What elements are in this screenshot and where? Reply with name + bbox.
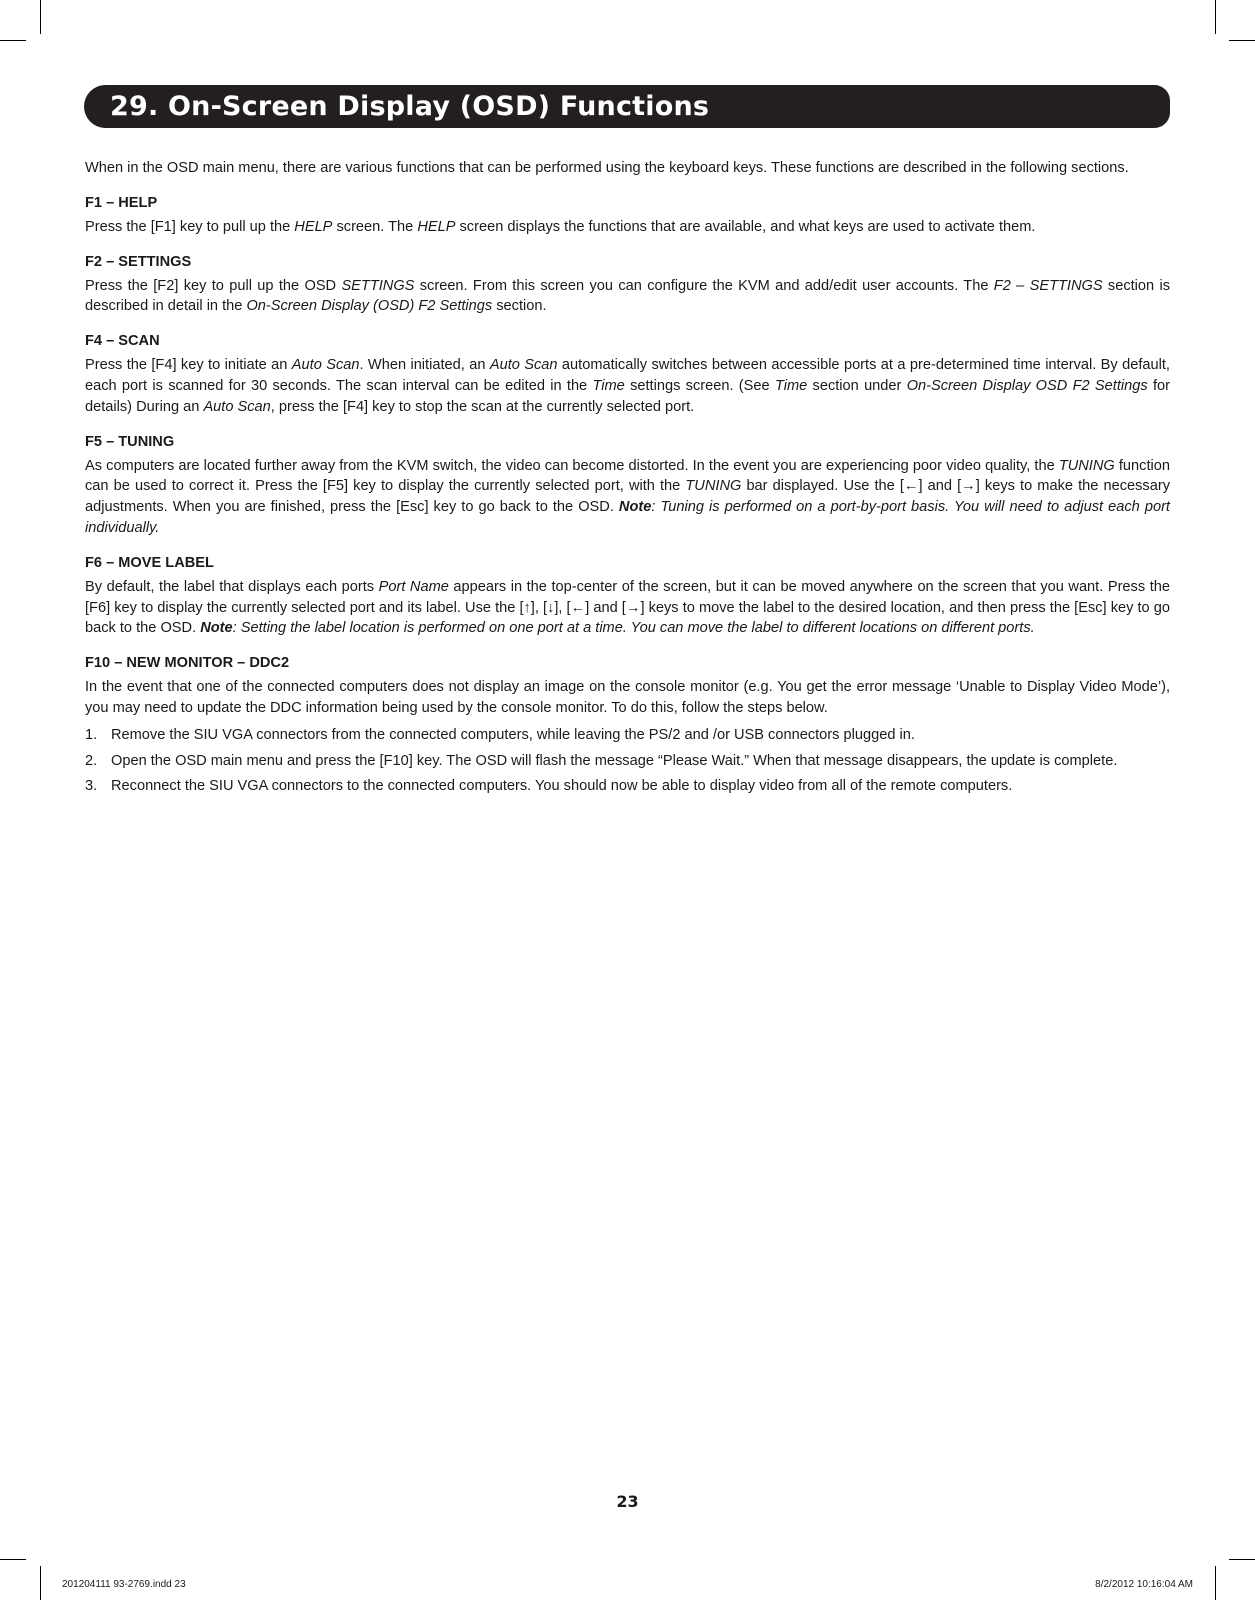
section-f10-new-monitor: [85, 653, 1170, 797]
note-label: Note: [618, 499, 652, 516]
section-paragraph: As computers are located further away from the KVM switch, the video can become distorted. In the event you are experiencing poor video quality, the TUNING function can be used to correct it. Press the [F5] key to display the currently selected port, with the TUNING bar displayed. Use the [←] and [→] keys to make the necessary adjustments. When you are finished, press the [Esc] key to go back to the OSD. Note: Tuning is performed on a port-by-port basis. You will need to adjust each port individually.: [85, 457, 1170, 536]
section-paragraph: By default, the label that displays each ports Port Name appears in the top-center of the screen, but it can be moved anywhere on the screen that you want. Press the [F6] key to display the currently selected port and its label. Use the [↑], [↓], [←] and [→] keys to move the label to the desired location, and then press the [Esc] key to go back to the OSD. Note: Setting the label location is performed on one port at a time. You can move the label to different locations on different ports.: [85, 578, 1170, 637]
section-heading: F1 – HELP: [85, 194, 158, 211]
section-f5-tuning: [85, 432, 1170, 539]
list-item: 3. Reconnect the SIU VGA connectors to the connected computers. You should now be able to display video from all of the remote computers.: [85, 778, 1013, 795]
section-f2-settings: [85, 252, 1170, 318]
section-f1-help: [85, 193, 1170, 238]
note-label: Note: [200, 620, 233, 637]
document-body: [85, 158, 1170, 811]
section-paragraph: Press the [F1] key to pull up the HELP screen. The HELP screen displays the functions that are available, and what keys are used to activate them.: [85, 218, 1036, 235]
page-title: 29. On-Screen Display (OSD) Functions: [110, 91, 710, 122]
section-f6-move-label: [85, 553, 1170, 639]
page-title-bar: [84, 85, 1170, 128]
crop-mark-top-right: [1215, 0, 1216, 34]
crop-mark-right-bottom: [1229, 1559, 1255, 1560]
section-heading: F2 – SETTINGS: [85, 253, 192, 270]
note-text: : Tuning is performed on a port-by-port basis. You will need to adjust each port individually.: [85, 499, 1170, 536]
list-item: 2. Open the OSD main menu and press the [F10] key. The OSD will flash the message “Please Wait.” When that message disappears, the update is complete.: [85, 752, 1118, 769]
list-item: 1. Remove the SIU VGA connectors from the connected computers, while leaving the PS/2 and /or USB connectors plugged in.: [85, 726, 915, 743]
section-paragraph: Press the [F4] key to initiate an Auto Scan. When initiated, an Auto Scan automatically switches between accessible ports at a pre-determined time interval. By default, each port is scanned for 30 seconds. The scan interval can be edited in the Time settings screen. (See Time section under On-Screen Display OSD F2 Settings for details) During an Auto Scan, press the [F4] key to stop the scan at the currently selected port.: [85, 357, 1170, 415]
crop-mark-bottom-right: [1215, 1566, 1216, 1600]
crop-mark-left-top: [0, 40, 26, 41]
print-slug-timestamp: 8/2/2012 10:16:04 AM: [1095, 1579, 1193, 1590]
section-paragraph: Press the [F2] key to pull up the OSD SETTINGS screen. From this screen you can configure the KVM and add/edit user accounts. The F2 – SETTINGS section is described in detail in the On-Screen Display (OSD) F2 Settings section.: [85, 277, 1171, 315]
section-paragraph: In the event that one of the connected computers does not display an image on the console monitor (e.g. You get the error message ‘Unable to Display Video Mode’), you may need to update the DDC information being used by the console monitor. To do this, follow the steps below.: [85, 679, 1170, 716]
section-heading: F4 – SCAN: [85, 333, 160, 350]
section-heading: F10 – NEW MONITOR – DDC2: [85, 655, 290, 672]
crop-mark-bottom-left: [40, 1566, 41, 1600]
intro-paragraph: When in the OSD main menu, there are various functions that can be performed using the keyboard keys. These functions are described in the following sections.: [85, 160, 1129, 176]
section-heading: F5 – TUNING: [85, 433, 175, 450]
crop-mark-top-left: [40, 0, 41, 34]
section-heading: F6 – MOVE LABEL: [85, 554, 214, 571]
steps-list: [85, 725, 1170, 797]
crop-mark-left-bottom: [0, 1559, 26, 1560]
print-slug-filename: 201204111 93-2769.indd 23: [62, 1579, 186, 1590]
page-number: 23: [616, 1492, 639, 1511]
section-f4-scan: [85, 331, 1170, 417]
crop-mark-right-top: [1229, 40, 1255, 41]
note-text: : Setting the label location is performed on one port at a time. You can move the label to different locations on different ports.: [232, 620, 1035, 637]
